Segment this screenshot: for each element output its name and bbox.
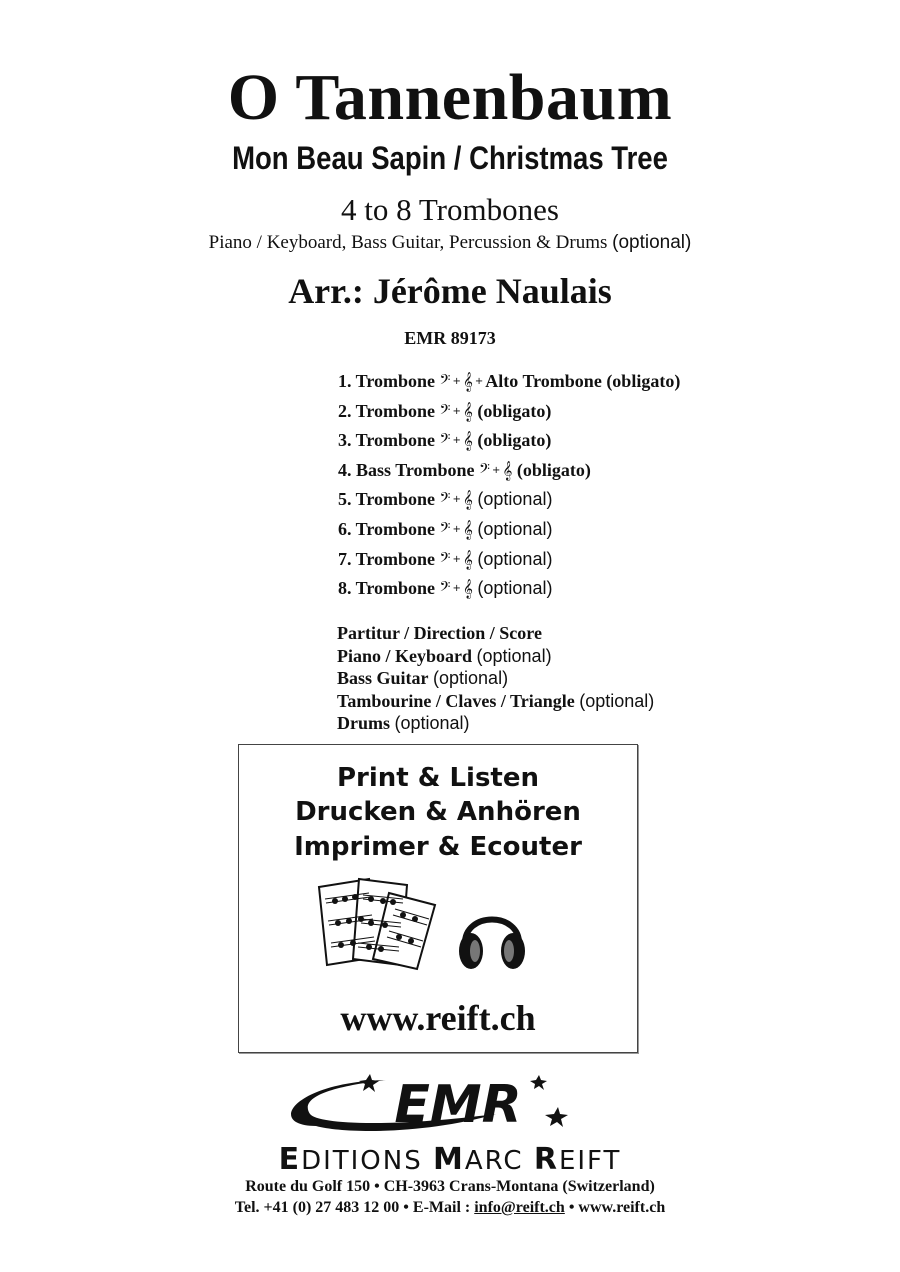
material-tag: (optional) xyxy=(579,690,655,711)
publisher-name-cap: R xyxy=(533,1142,559,1177)
bass-clef-icon: 𝄢 xyxy=(439,401,451,422)
plus-sign: + xyxy=(452,523,461,535)
plus-sign: + xyxy=(491,464,501,476)
emr-logo xyxy=(236,1074,576,1138)
treble-clef-icon: 𝄞 xyxy=(502,460,513,481)
part-label: 1. Trombone xyxy=(338,371,436,391)
material-label: Drums xyxy=(337,713,390,734)
publisher-contact xyxy=(0,1199,900,1217)
part-item xyxy=(338,397,680,427)
part-item xyxy=(338,426,680,456)
material-item xyxy=(337,645,654,668)
treble-clef-icon: 𝄞 xyxy=(462,431,473,452)
publisher-name-cap: M xyxy=(432,1142,465,1177)
material-item xyxy=(337,690,654,713)
part-tag: (obligato) xyxy=(477,400,552,421)
publisher-name-cap: E xyxy=(278,1142,302,1177)
treble-clef-icon: 𝄞 xyxy=(462,579,473,600)
promo-url[interactable]: www.reift.ch xyxy=(340,998,536,1038)
treble-clef-icon: 𝄞 xyxy=(462,519,473,540)
plus-sign: + xyxy=(452,583,461,595)
optional-instruments: Piano / Keyboard, Bass Guitar, Percussion & Drums xyxy=(208,232,608,253)
part-item xyxy=(338,367,680,397)
materials-list xyxy=(337,622,654,735)
logo-text: EMR xyxy=(394,1075,522,1135)
plus-sign: + xyxy=(452,376,461,387)
optional-tag: (optional) xyxy=(612,232,692,253)
parts-list xyxy=(338,367,680,604)
part-item xyxy=(338,485,680,515)
publisher-name-rest: EIFT xyxy=(558,1146,622,1176)
contact-web[interactable]: • www.reift.ch xyxy=(564,1199,666,1216)
publisher-name-rest: DITIONS xyxy=(301,1146,433,1176)
treble-clef-icon: 𝄞 xyxy=(462,401,473,422)
headphones-icon xyxy=(457,897,527,977)
part-label: 3. Trombone xyxy=(338,430,436,451)
publisher-address: Route du Golf 150 • CH-3963 Crans-Montana (Switzerland) xyxy=(245,1178,655,1195)
bass-clef-icon: 𝄢 xyxy=(439,549,451,570)
material-item xyxy=(337,622,654,645)
treble-clef-icon: 𝄞 xyxy=(462,372,473,392)
promo-line-1: Print & Listen xyxy=(336,763,540,793)
material-label: Piano / Keyboard xyxy=(337,645,473,666)
publisher-name-rest: ARC xyxy=(464,1146,534,1176)
bass-clef-icon: 𝄢 xyxy=(439,372,451,392)
material-label: Tambourine / Claves / Triangle xyxy=(337,690,575,711)
part-tag: (optional) xyxy=(477,518,553,539)
page-title: O Tannenbaum xyxy=(227,61,673,134)
material-item xyxy=(337,667,654,690)
email-link[interactable]: info@reift.ch xyxy=(474,1199,565,1216)
plus-sign: + xyxy=(474,376,484,387)
material-tag: (optional) xyxy=(433,668,509,689)
print-listen-box xyxy=(238,744,638,1053)
contact-tel: Tel. +41 (0) 27 483 12 00 • E-Mail : xyxy=(234,1199,475,1216)
part-tag: (optional) xyxy=(477,489,553,510)
promo-line-3: Imprimer & Ecouter xyxy=(294,832,582,862)
bass-clef-icon: 𝄢 xyxy=(439,519,451,540)
material-tag: (optional) xyxy=(394,713,470,734)
part-label: 2. Trombone xyxy=(338,400,436,421)
part-label: 5. Trombone xyxy=(338,489,436,510)
plus-sign: + xyxy=(452,494,461,506)
part-item xyxy=(338,456,680,486)
part-label: 6. Trombone xyxy=(338,518,436,539)
publisher-name xyxy=(0,1142,900,1177)
bass-clef-icon: 𝄢 xyxy=(439,579,451,600)
plus-sign: + xyxy=(452,553,461,565)
treble-clef-icon: 𝄞 xyxy=(462,549,473,570)
optional-instruments-line xyxy=(0,232,900,254)
part-label: 7. Trombone xyxy=(338,548,436,569)
part-label: 8. Trombone xyxy=(338,578,436,599)
bass-clef-icon: 𝄢 xyxy=(439,490,451,511)
catalog-number: EMR 89173 xyxy=(404,328,496,348)
part-tag: (obligato) xyxy=(477,430,552,451)
subtitle: Mon Beau Sapin / Christmas Tree xyxy=(232,140,668,176)
alto-trombone-label: Alto Trombone xyxy=(485,371,602,391)
material-tag: (optional) xyxy=(476,645,552,666)
part-item xyxy=(338,545,680,575)
plus-sign: + xyxy=(452,435,461,447)
part-tag: (optional) xyxy=(477,578,553,599)
part-tag: (optional) xyxy=(477,548,553,569)
material-label: Partitur / Direction / Score xyxy=(337,623,542,643)
part-item xyxy=(338,515,680,545)
part-tag: (obligato) xyxy=(516,459,591,480)
plus-sign: + xyxy=(452,405,461,417)
part-tag: (obligato) xyxy=(606,371,681,391)
scoring: 4 to 8 Trombones xyxy=(341,192,559,227)
part-item xyxy=(338,574,680,604)
part-label: 4. Bass Trombone xyxy=(338,459,475,480)
bass-clef-icon: 𝄢 xyxy=(439,431,451,452)
bass-clef-icon: 𝄢 xyxy=(479,460,490,481)
treble-clef-icon: 𝄞 xyxy=(462,490,473,511)
promo-line-2: Drucken & Anhören xyxy=(295,797,581,827)
material-item xyxy=(337,712,654,735)
arranger: Arr.: Jérôme Naulais xyxy=(288,271,612,311)
material-label: Bass Guitar xyxy=(337,668,429,689)
sheet-music-icon xyxy=(311,873,441,973)
